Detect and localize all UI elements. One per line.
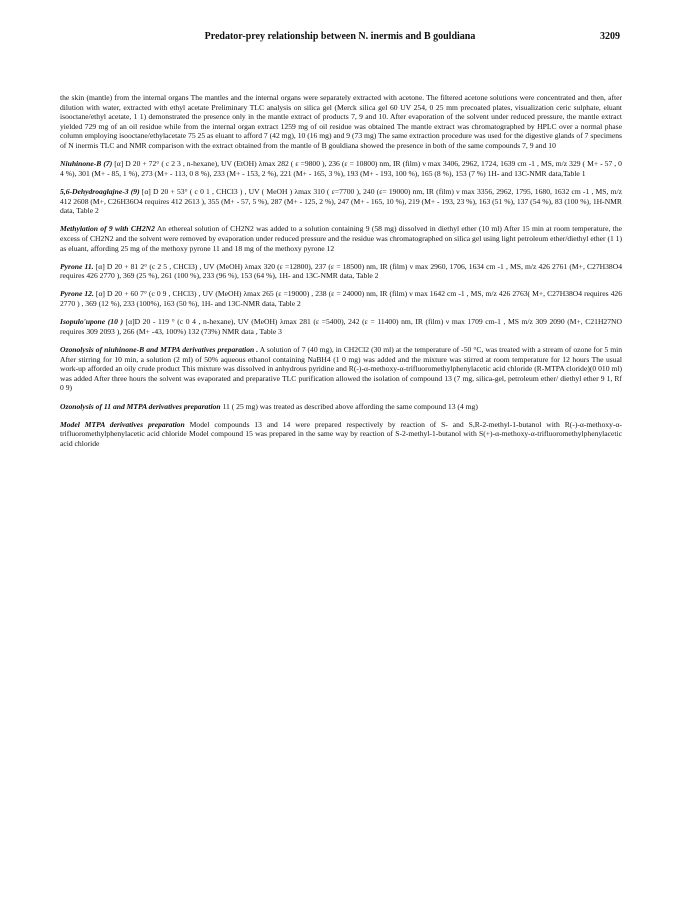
paragraph-text: [α] D 20 + 72° ( c 2 3 , n-hexane), UV (EtOH) λmax 282 ( ε =9800 ), 236 (ε = 10800) nm, IR (film) ν max 3406, 2962, 1724, 1639 cm -1 , MS, m/z 329 ( M+ - 57 , 0 4 %), 301 (M+ - 85, 1 %), 273 (M+ - 113, 0 8 %), 233 (M+ - 153, 2 %), 221 (M+ - 165, 3 %), 193 (M+ - 193, 100 %), 165 (8 %), 153 (7 %) 1H- and 13C-NMR data,Table 1 [60,159,622,178]
compound-heading: Isopulo'upone (10 ) [60,317,123,327]
compound-heading: Pyrone 12. [60,289,94,299]
paragraph-ozonolysis-niuhinone [60,345,622,393]
paragraph-text: [α] D 20 + 81 2° (c 2 5 , CHCl3) , UV (MeOH) λmax 320 (ε =12800), 237 (ε = 18500) nm, IR (film) ν max 2960, 1706, 1634 cm -1 , MS, m/z 426 2761 (M+, C27H38O4 requires 426 2770 ), 369 (25 %), 261 (100 %), 233 (96 %), 153 (64 %), 1H- and 13C-NMR data, Table 2 [60,261,622,281]
running-title: Predator-prey relationship between N. inermis and B gouldiana [204,31,476,42]
paragraph-text: An ethereal solution of CH2N2 was added to a solution containing 9 (58 mg) dissolved in diethyl ether (10 ml) After 15 min at room temperature, the excess of CH2N2 and the solvent were removed by evaporation under reduced pressure and the residue was chromatographed on silica gel using light petroleum ether/diethyl ether (1 1) as eluant, affording 25 mg of the methoxy pyrone 11 and 18 mg of the methoxy pyrone 12 [60,224,623,253]
paragraph-model-mtpa [60,420,622,449]
section-heading: Ozonolysis of niuhinone-B and MTPA derivatives preparation . [60,345,259,355]
compound-heading: Pyrone 11. [60,261,94,271]
paragraph-extraction [60,93,622,151]
paragraph-methylation [60,224,622,253]
paragraph-text: 11 ( 25 mg) was treated as described above affording the same compound 13 (4 mg) [222,401,478,411]
running-header [60,30,620,44]
section-heading: Ozonolysis of 11 and MTPA derivatives preparation [60,401,221,411]
paragraph-dehydroaglajne [60,187,622,216]
paragraph-text: [α] D 20 + 60 7° (c 0 9 , CHCl3) , UV (MeOH) λmax 265 (ε =19000) , 238 (ε = 24000) nm, IR (film) ν max 1642 cm -1 , MS, m/z 426 2763( M+, C27H38O4 requires 426 2770 ) , 369 (12 %), 233 (100%), 163 (50 %), 1H- and 13C-NMR data, Table 2 [60,289,622,309]
compound-heading: 5,6-Dehydroaglajne-3 (9) [60,186,140,196]
paragraph-pyrone-11 [60,262,622,281]
paragraph-text: [α]D 20 - 119 ° (c 0 4 , n-hexane), UV (MeOH) λmax 281 (ε =5400), 242 (ε = 11400) nm, IR (film) ν max 1709 cm-1 , MS m/z 309 2090 (M+, C21H27NO requires 309 2093 ), 266 (M+ -43, 100%) 132 (73%) NMR data , Table 3 [60,317,622,336]
article-body [60,93,622,457]
paragraph-text: Model compounds 13 and 14 were prepared respectively by reaction of S- and S,R-2-methyl-1-butanol with R(-)-α-methoxy-α-trifluoromethylphenylacetic acid chloride Model compound 15 was prepared in the same way by reaction of S-2-methyl-1-butanol with S(+)-α-methoxy-α-trifluoromethylphenylacetic acid chloride [60,419,623,448]
paragraph-text: [α] D 20 + 53° ( c 0 1 , CHCl3 ) , UV ( MeOH ) λmax 310 ( ε=7700 ), 240 (ε= 19000) nm, IR (film) ν max 3356, 2962, 1795, 1680, 1632 cm -1 , MS, m/z 412 2608 (M+, C26H36O4 requires 412 2613 ), 355 (M+ - 57, 5 %), 287 (M+ - 125, 2 %), 247 (M+ - 165, 10 %), 219 (M+ - 193, 23 %), 163 (51 %), 137 (54 %), 83 (100 %), 1H-NMR data, Table 2 [60,186,622,216]
section-heading: Methylation of 9 with CH2N2 [60,224,155,234]
page-number: 3209 [600,31,620,42]
compound-heading: Niuhinone-B (7) [60,159,113,169]
paragraph-niuhinone-b [60,159,622,178]
section-heading: Model MTPA derivatives preparation [60,419,185,429]
paragraph-text: A solution of 7 (40 mg), in CH2Cl2 (30 ml) at the temperature of -50 °C, was treated with a stream of ozone for 5 min After stirring for 10 min, a solution (2 ml) of 50% aqueous ethanol containing NaBH4 (1 0 mg) was added and the mixture was stirred at room temperature for 12 hours The usual work-up afforded an oily crude product This mixture was dissolved in anhydrous pyridine and R(-)-α-methoxy-α-trifluoromethylphenylacetic acid chloride (R-MTPA cloride)(0 010 ml) was added After three hours the solvent was evaporated and preparative TLC purification allowed the isolation of compound 13 (7 mg, silica-gel, petroleum ether/ diethyl ether 9 1, Rf 0 9) [60,345,623,393]
paragraph-ozonolysis-11 [60,402,622,412]
paragraph-pyrone-12 [60,289,622,308]
paragraph-text: the skin (mantle) from the internal organs The mantles and the internal organs were separately extracted with acetone. The filtered acetone solutions were concentrated and then, after dilution with water, extracted with ethyl acetate Preliminary TLC analysis on silica gel (Merck silica gel 60 UV 254, 0 25 mm precoated plates, visualization ceric sulphate, eluant isooctane/ethyl acetate, 1 1) demonstrated the presence only in the mantle extract of products 7, 9 and 10. After evaporation of the solvent under reduced pressure, the mantle extract yielded 729 mg of an oil residue while from the internal organ extract 1259 mg of oil residue was obtained The mantle extract was chromatographed by HPLC over a normal phase column employing isooctane/ethylacetate 75 25 as eluant to afford 7 (42 mg), 10 (16 mg) and 9 (73 mg) The same extraction procedure was used for the digestive glands of 7 specimens of N inermis TLC and NMR comparison with the extract obtained from the mantle of B gouldiana showed the presence in both of the same compounds 7, 9 and 10 [60,93,622,150]
paragraph-isopulouupone [60,317,622,336]
